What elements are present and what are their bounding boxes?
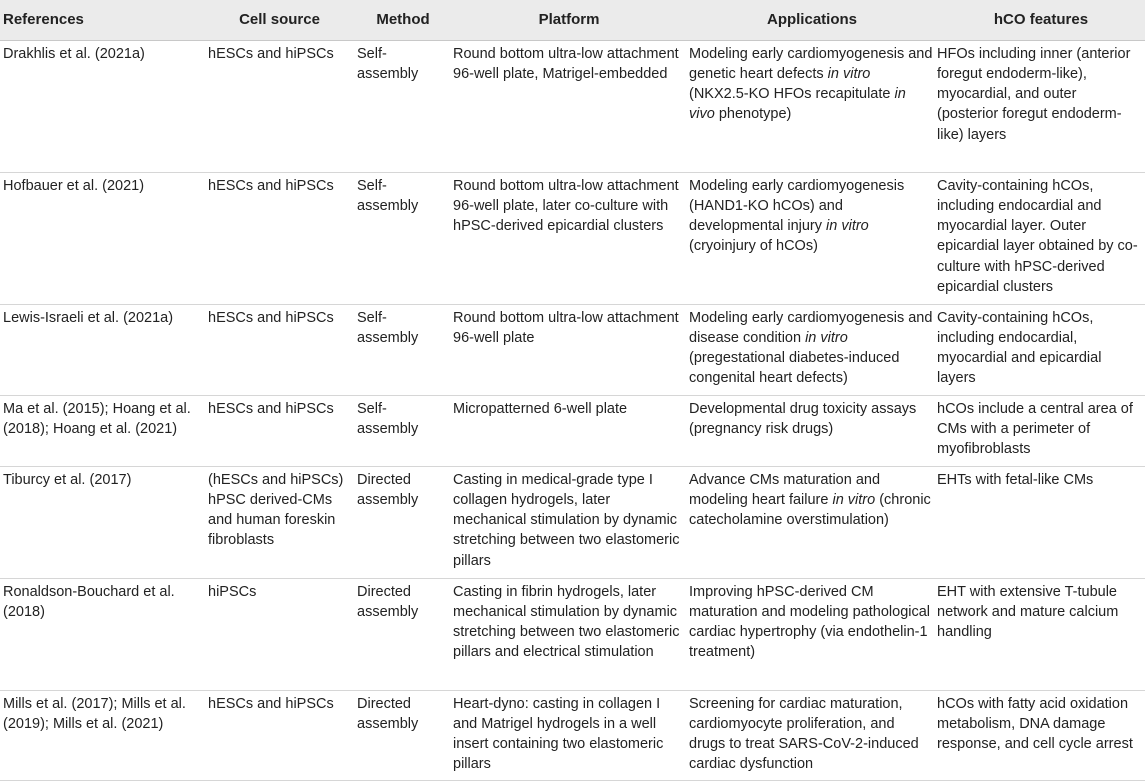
table-body [0, 40, 1145, 780]
text-segment: (NKX2.5-KO HFOs recapitulate [689, 86, 895, 103]
table-row [0, 40, 1145, 172]
text-segment: Improving hPSC-derived CM maturation and modeling pathological cardiac hypertrophy (via endothelin-1 treatment) [689, 583, 931, 661]
hco-features-cell: Cavity-containing hCOs, including endocardial, myocardial and epicardial layers [937, 304, 1145, 395]
cell-source-cell: hESCs and hiPSCs [204, 395, 355, 466]
header-references: References [0, 0, 204, 40]
platform-cell: Casting in fibrin hydrogels, later mechanical stimulation by dynamic stretching between two elastomeric pillars and electrical stimulation [451, 578, 687, 690]
applications-cell [687, 395, 937, 466]
table-row [0, 395, 1145, 466]
table-row [0, 690, 1145, 780]
platform-cell: Round bottom ultra-low attachment 96-well plate, later co-culture with hPSC-derived epicardial clusters [451, 172, 687, 304]
header-hco-features: hCO features [937, 0, 1145, 40]
references-cell: Hofbauer et al. (2021) [0, 172, 204, 304]
table-row [0, 466, 1145, 578]
hco-features-cell: EHT with extensive T-tubule network and mature calcium handling [937, 578, 1145, 690]
references-cell: Tiburcy et al. (2017) [0, 466, 204, 578]
text-segment: (chronic catecholamine overstimulation) [689, 491, 931, 529]
references-cell: Ma et al. (2015); Hoang et al. (2018); Hoang et al. (2021) [0, 395, 204, 466]
method-cell: Directed assembly [355, 578, 451, 690]
header-platform: Platform [451, 0, 687, 40]
method-cell: Directed assembly [355, 690, 451, 780]
hco-features-cell: hCOs with fatty acid oxidation metabolism, DNA damage response, and cell cycle arrest [937, 690, 1145, 780]
method-cell: Self-assembly [355, 40, 451, 172]
table-header [0, 0, 1145, 40]
applications-cell [687, 304, 937, 395]
references-cell: Mills et al. (2017); Mills et al. (2019); Mills et al. (2021) [0, 690, 204, 780]
hco-features-cell: Cavity-containing hCOs, including endocardial and myocardial layer. Outer epicardial layer obtained by co-culture with hPSC-derived epicardial clusters [937, 172, 1145, 304]
cell-source-cell: (hESCs and hiPSCs) hPSC derived-CMs and human foreskin fibroblasts [204, 466, 355, 578]
applications-cell [687, 172, 937, 304]
text-segment: (pregestational diabetes-induced congenital heart defects) [689, 350, 900, 387]
platform-cell: Round bottom ultra-low attachment 96-well plate [451, 304, 687, 395]
hco-features-cell: hCOs include a central area of CMs with a perimeter of myofibroblasts [937, 395, 1145, 466]
platform-cell: Casting in medical-grade type I collagen hydrogels, later mechanical stimulation by dynamic stretching between two elastomeric pillars [451, 466, 687, 578]
text-segment: Modeling early cardiomyogenesis and disease condition [689, 309, 933, 346]
italic-text: in vitro [827, 65, 871, 82]
table-row [0, 578, 1145, 690]
hco-features-cell: HFOs including inner (anterior foregut endoderm-like), myocardial, and outer (posterior foregut endoderm-like) layers [937, 40, 1145, 172]
header-method: Method [355, 0, 451, 40]
header-row [0, 0, 1145, 40]
cell-source-cell: hESCs and hiPSCs [204, 172, 355, 304]
text-segment: (cryoinjury of hCOs) [689, 238, 818, 255]
italic-text: in vitro [826, 218, 869, 235]
platform-cell: Micropatterned 6-well plate [451, 395, 687, 466]
applications-cell [687, 578, 937, 690]
cell-source-cell: hiPSCs [204, 578, 355, 690]
italic-text: in vitro [805, 329, 848, 346]
table-row [0, 304, 1145, 395]
text-segment: Advance CMs maturation and modeling heart failure [689, 471, 881, 508]
platform-cell: Heart-dyno: casting in collagen I and Matrigel hydrogels in a well insert containing two elastomeric pillars [451, 690, 687, 780]
text-segment: Screening for cardiac maturation, cardiomyocyte proliferation, and drugs to treat SARS-CoV-2-induced cardiac dysfunction [689, 695, 919, 773]
method-cell: Self-assembly [355, 304, 451, 395]
method-cell: Self-assembly [355, 395, 451, 466]
italic-text: in vivo [689, 86, 906, 123]
method-cell: Self-assembly [355, 172, 451, 304]
italic-text: in vitro [832, 491, 876, 508]
references-cell: Drakhlis et al. (2021a) [0, 40, 204, 172]
cell-source-cell: hESCs and hiPSCs [204, 40, 355, 172]
references-cell: Ronaldson-Bouchard et al. (2018) [0, 578, 204, 690]
references-cell: Lewis-Israeli et al. (2021a) [0, 304, 204, 395]
cell-source-cell: hESCs and hiPSCs [204, 690, 355, 780]
applications-cell [687, 466, 937, 578]
applications-cell [687, 690, 937, 780]
applications-cell [687, 40, 937, 172]
platform-cell: Round bottom ultra-low attachment 96-well plate, Matrigel-embedded [451, 40, 687, 172]
hco-features-cell: EHTs with fetal-like CMs [937, 466, 1145, 578]
method-cell: Directed assembly [355, 466, 451, 578]
text-segment: phenotype) [714, 106, 792, 123]
text-segment: Modeling early cardiomyogenesis (HAND1-KO hCOs) and developmental injury [689, 177, 905, 235]
header-cell-source: Cell source [204, 0, 355, 40]
table-row [0, 172, 1145, 304]
text-segment: Developmental drug toxicity assays (pregnancy risk drugs) [689, 400, 917, 437]
text-segment: Modeling early cardiomyogenesis and genetic heart defects [689, 45, 933, 82]
header-applications: Applications [687, 0, 937, 40]
cell-source-cell: hESCs and hiPSCs [204, 304, 355, 395]
